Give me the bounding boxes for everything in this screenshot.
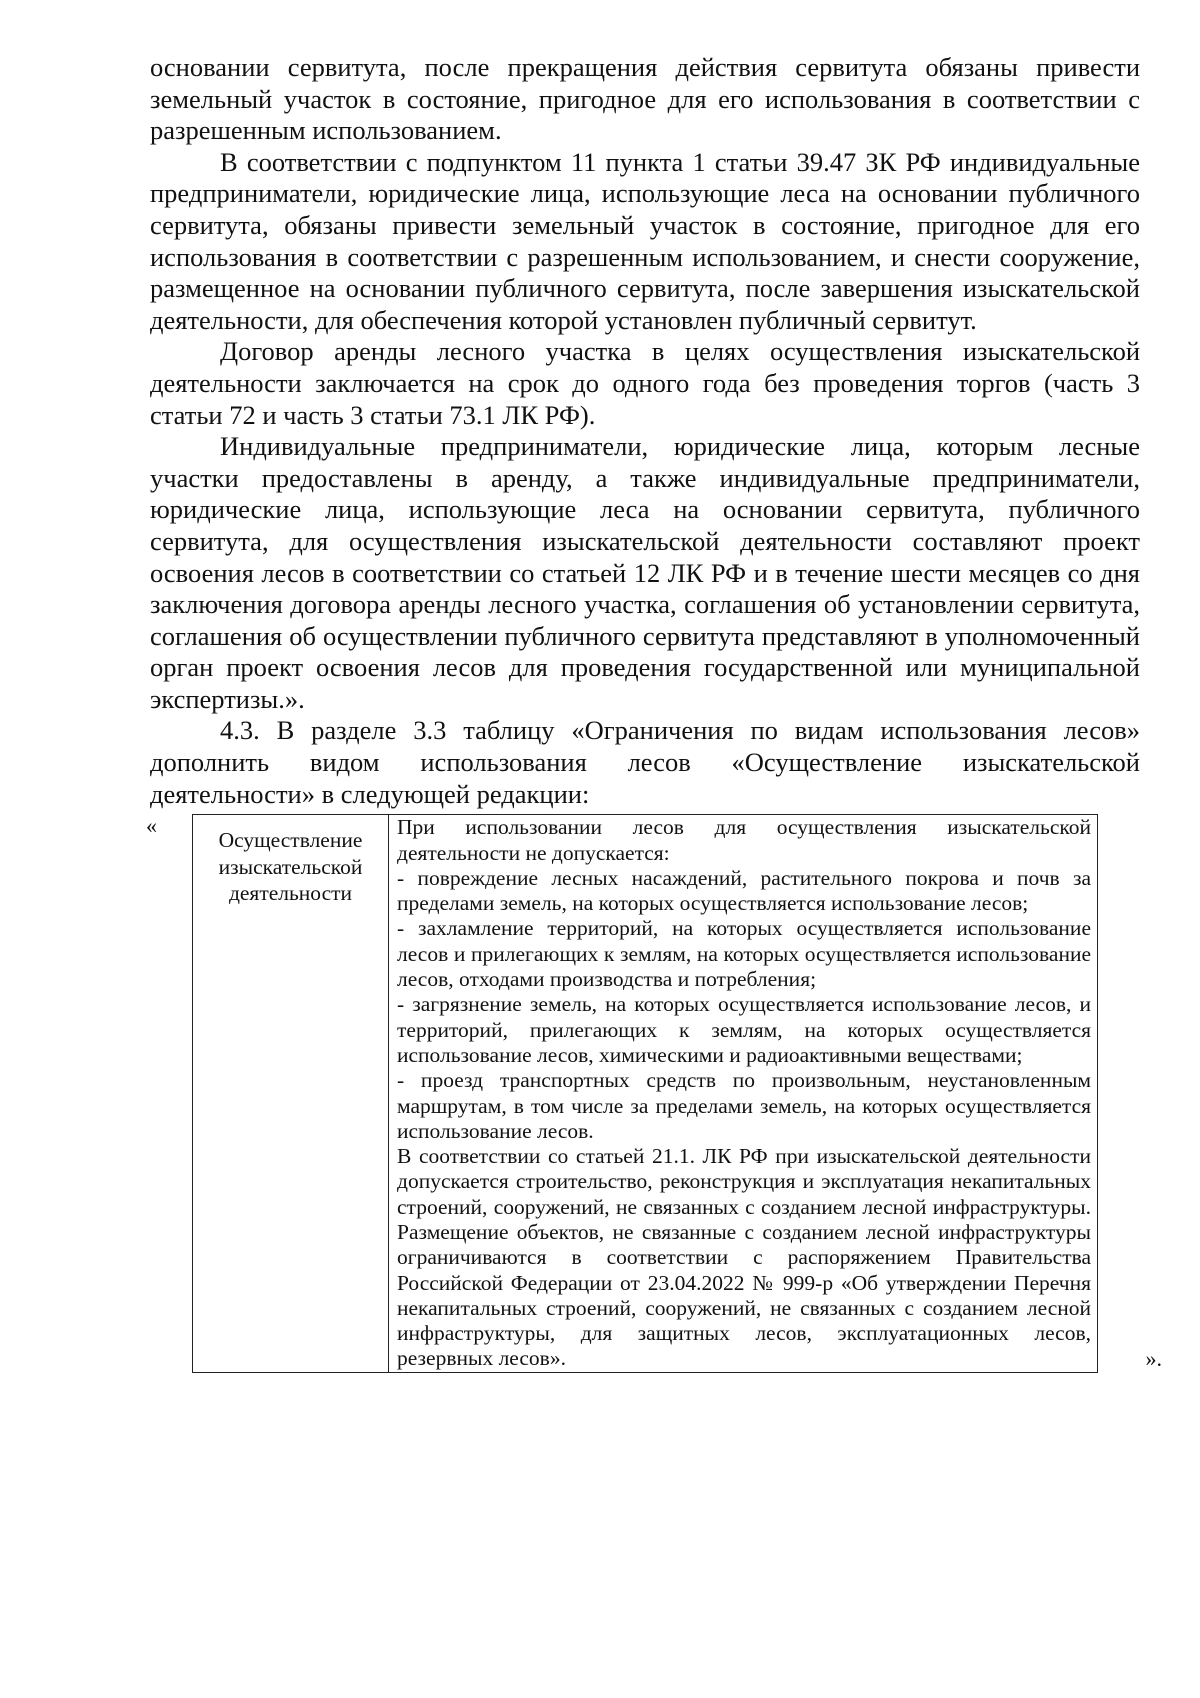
paragraph-servitude-end: основании сервитута, после прекращения действия сервитута обязаны привести земельный участок в состояние, пригодное для его использования в соответствии с разрешенным использованием. xyxy=(150,52,1140,146)
paragraph-forest-project: Индивидуальные предприниматели, юридические лица, которым лесные участки предоставлены в аренду, а также индивидуальные предприниматели, юридические лица, использующие леса на основании сервитута, публичного сервитута, для осуществления изыскательской деятельности составляют проект освоения лесов в соответствии со статьей 12 ЛК РФ и в течение шести месяцев со дня заключения договора аренды лесного участка, соглашения об установлении сервитута, соглашения об осуществлении публичного сервитута представляют в уполномоченный орган проект освоения лесов для проведения государственной или муниципальной экспертизы.». xyxy=(150,431,1140,714)
table-close-quote: ». xyxy=(1145,1345,1162,1371)
paragraph-lease-term: Договор аренды лесного участка в целях осуществления изыскательской деятельности заключается на срок до одного года без проведения торгов (часть 3 статьи 72 и часть 3 статьи 73.1 ЛК РФ). xyxy=(150,336,1140,430)
restriction-item: - захламление территорий, на которых осуществляется использование лесов и прилегающих к землям, на которых осуществляется использование лесов, отходами производства и потребления; xyxy=(397,916,1091,992)
restrictions-table-block xyxy=(146,813,1162,1373)
paragraph-public-servitude: В соответствии с подпунктом 11 пункта 1 статьи 39.47 ЗК РФ индивидуальные предприниматели, юридические лица, использующие леса на основании публичного сервитута, обязаны привести земельный участок в состояние, пригодное для его использования в соответствии с разрешенным использованием, и снести сооружение, размещенное на основании публичного сервитута, после завершения изыскательской деятельности, для обеспечения которой установлен публичный сервитут. xyxy=(150,146,1140,335)
document-page xyxy=(146,52,1162,1373)
restriction-item: - проезд транспортных средств по произвольным, неустановленным маршрутам, в том числе за пределами земель, на которых осуществляется использование лесов. xyxy=(397,1068,1091,1143)
paragraph-section-4-3: 4.3. В разделе 3.3 таблицу «Ограничения по видам использования лесов» дополнить видом использования лесов «Осуществление изыскательской деятельности» в следующей редакции: xyxy=(150,715,1140,809)
forest-use-kind-cell: Осуществление изыскательской деятельности xyxy=(193,815,389,1373)
table-row xyxy=(193,815,1098,1373)
restriction-intro: При использовании лесов для осуществления изыскательской деятельности не допускается: xyxy=(397,815,1091,865)
restriction-item: - повреждение лесных насаждений, растительного покрова и почв за пределами земель, на которых осуществляется использование лесов; xyxy=(397,865,1091,916)
restriction-article-21-1: В соответствии со статьей 21.1. ЛК РФ при изыскательской деятельности допускается строительство, реконструкция и эксплуатация некапитальных строений, сооружений, не связанных с созданием лесной инфраструктуры. Размещение объектов, не связанные с созданием лесной инфраструктуры ограничиваются в соответствии с распоряжением Правительства Российской Федерации от 23.04.2022 № 999-р «Об утверждении Перечня некапитальных строений, сооружений, не связанных с созданием лесной инфраструктуры, для защитных лесов, эксплуатационных лесов, резервных лесов». xyxy=(397,1144,1091,1371)
restrictions-cell xyxy=(389,815,1098,1373)
table-open-quote: « xyxy=(146,813,157,839)
restrictions-table xyxy=(192,814,1098,1373)
restriction-item: - загрязнение земель, на которых осуществляется использование лесов, и территорий, прилегающих к землям, на которых осуществляется использование лесов, химическими и радиоактивными веществами; xyxy=(397,992,1091,1067)
